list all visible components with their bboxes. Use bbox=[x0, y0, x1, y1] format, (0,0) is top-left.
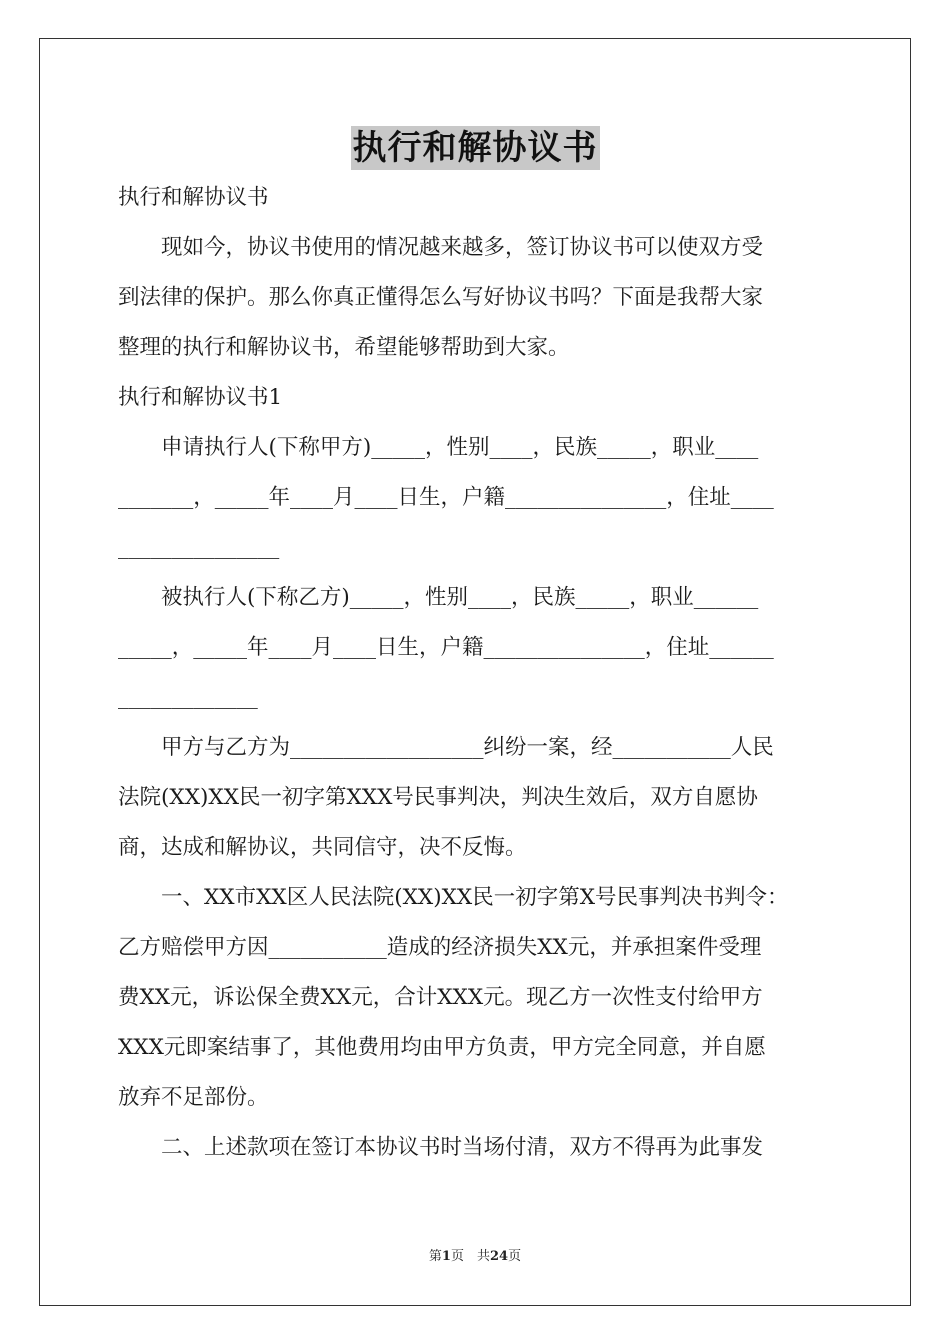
body-line: 费XX元，诉讼保全费XX元，合计XXX元。现乙方一次性支付给甲方 bbox=[118, 985, 763, 1010]
body-line: 到法律的保护。那么你真正懂得怎么写好协议书吗？下面是我帮大家 bbox=[118, 285, 764, 310]
body-line: 放弃不足部份。 bbox=[118, 1085, 269, 1110]
body-line: 商，达成和解协议，共同信守，决不反悔。 bbox=[118, 835, 527, 860]
body-line: 执行和解协议书 bbox=[118, 185, 269, 210]
body-line: 甲方与乙方为__________________纠纷一案，经___________人民 bbox=[118, 735, 774, 760]
body-line: 现如今，协议书使用的情况越来越多，签订协议书可以使双方受 bbox=[118, 235, 764, 260]
body-line: _____________ bbox=[118, 685, 258, 710]
body-line: 申请执行人(下称甲方)_____，性别____，民族_____，职业____ bbox=[118, 435, 759, 460]
page-label-suffix: 页 bbox=[508, 1249, 522, 1264]
page-current: 1 bbox=[441, 1249, 451, 1264]
body-line: XXX元即案结事了，其他费用均由甲方负责，甲方完全同意，并自愿 bbox=[118, 1035, 766, 1060]
body-line: 乙方赔偿甲方因___________造成的经济损失XX元，并承担案件受理 bbox=[118, 935, 762, 960]
body-line: _______________ bbox=[118, 535, 280, 560]
page-footer bbox=[0, 1245, 950, 1264]
body-line: 法院(XX)XX民一初字第XXX号民事判决，判决生效后，双方自愿协 bbox=[118, 785, 758, 810]
body-line: 一、XX市XX区人民法院(XX)XX民一初字第X号民事判决书判令： bbox=[118, 885, 789, 910]
page-label-prefix: 第 bbox=[428, 1249, 442, 1264]
body-line: _____，_____年____月____日生，户籍_______________，住址______ bbox=[118, 635, 774, 660]
section-heading: 执行和解协议书1 bbox=[118, 385, 283, 410]
body-line: 二、上述款项在签订本协议书时当场付清，双方不得再为此事发 bbox=[118, 1135, 764, 1160]
document-title: 执行和解协议书 bbox=[352, 128, 598, 168]
body-line: 整理的执行和解协议书，希望能够帮助到大家。 bbox=[118, 335, 570, 360]
page-total: 24 bbox=[489, 1249, 509, 1264]
body-line: 被执行人(下称乙方)_____，性别____，民族_____，职业______ bbox=[118, 585, 759, 610]
body-line: _______，_____年____月____日生，户籍_______________，住址____ bbox=[118, 485, 774, 510]
page-label-mid: 页 共 bbox=[450, 1249, 490, 1264]
